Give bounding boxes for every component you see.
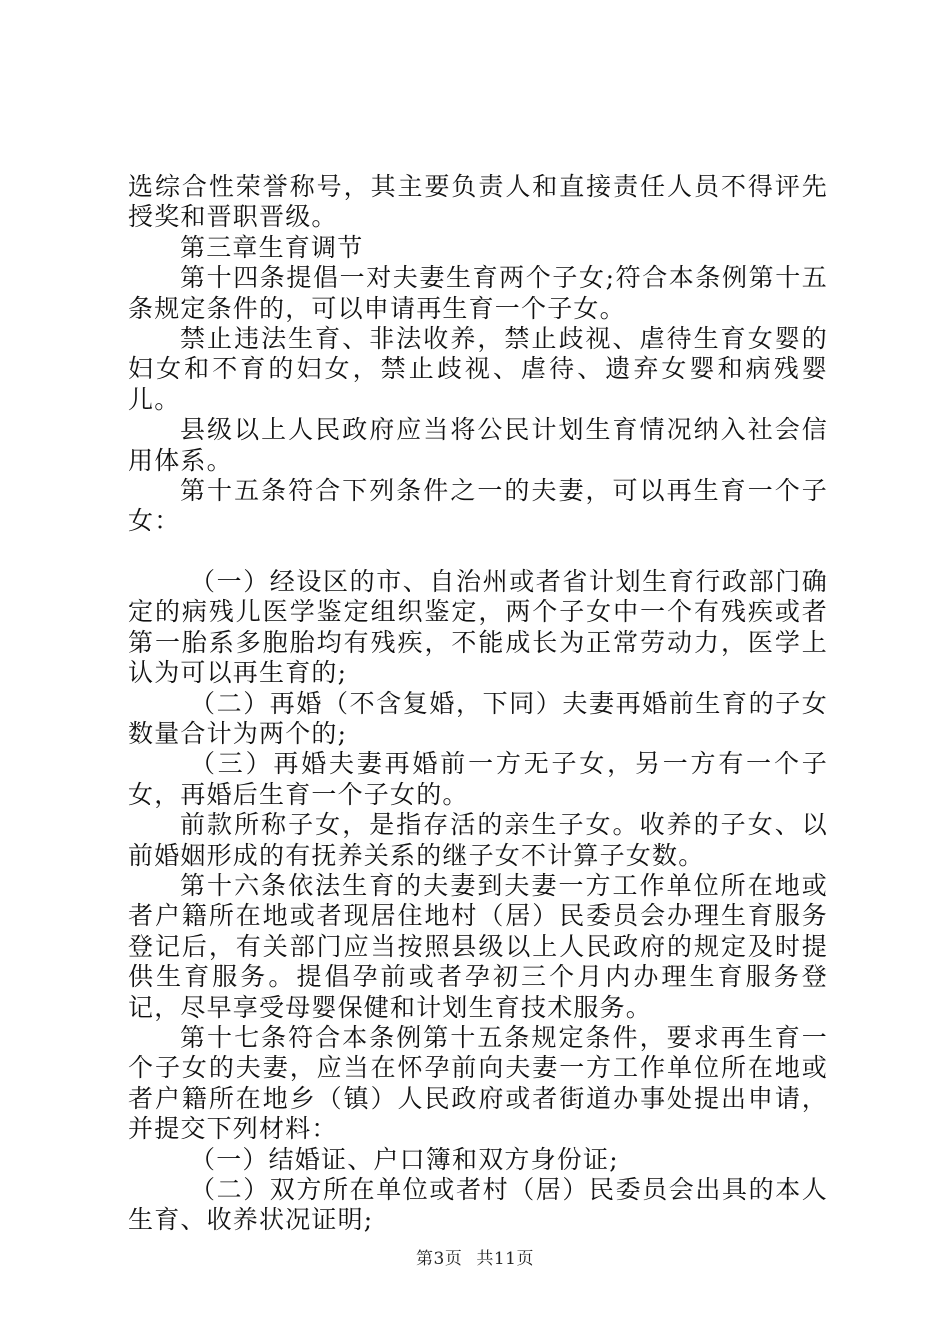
article-14: 第十四条提倡一对夫妻生育两个子女;符合本条例第十五条规定条件的，可以申请再生育一个子女。 xyxy=(128,263,828,323)
paragraph-prohibitions: 禁止违法生育、非法收养，禁止歧视、虐待生育女婴的妇女和不育的妇女，禁止歧视、虐待、遗弃女婴和病残婴儿。 xyxy=(128,324,828,414)
page-number: 第3页 xyxy=(416,1249,463,1269)
paragraph-credit-system: 县级以上人民政府应当将公民计划生育情况纳入社会信用体系。 xyxy=(128,415,828,475)
article-17: 第十七条符合本条例第十五条规定条件，要求再生育一个子女的夫妻，应当在怀孕前向夫妻一方工作单位所在地或者户籍所在地乡（镇）人民政府或者街道办事处提出申请，并提交下列材料： xyxy=(128,1022,828,1144)
paragraph-children-definition: 前款所称子女，是指存活的亲生子女。收养的子女、以前婚姻形成的有抚养关系的继子女不计算子女数。 xyxy=(128,810,828,870)
article-15-item-2: （二）再婚（不含复婚，下同）夫妻再婚前生育的子女数量合计为两个的; xyxy=(128,688,828,748)
article-15-item-3: （三）再婚夫妻再婚前一方无子女，另一方有一个子女，再婚后生育一个子女的。 xyxy=(128,749,828,809)
article-17-item-1: （一）结婚证、户口簿和双方身份证; xyxy=(190,1144,619,1174)
page-footer xyxy=(0,1244,950,1269)
article-15: 第十五条符合下列条件之一的夫妻，可以再生育一个子女： xyxy=(128,476,828,536)
chapter-heading: 第三章生育调节 xyxy=(180,232,364,262)
article-17-item-2: （二）双方所在单位或者村（居）民委员会出具的本人生育、收养状况证明; xyxy=(128,1175,828,1235)
article-15-item-1: （一）经设区的市、自治州或者省计划生育行政部门确定的病残儿医学鉴定组织鉴定，两个子女中一个有残疾或者第一胎系多胞胎均有残疾，不能成长为正常劳动力，医学上认为可以再生育的; xyxy=(128,566,828,688)
article-16: 第十六条依法生育的夫妻到夫妻一方工作单位所在地或者户籍所在地或者现居住地村（居）民委员会办理生育服务登记后，有关部门应当按照县级以上人民政府的规定及时提供生育服务。提倡孕前或者孕初三个月内办理生育服务登记，尽早享受母婴保健和计划生育技术服务。 xyxy=(128,870,828,1022)
document-body xyxy=(128,172,828,1236)
page-total: 共11页 xyxy=(476,1249,534,1269)
paragraph-award-restriction: 选综合性荣誉称号，其主要负责人和直接责任人员不得评先授奖和晋职晋级。 xyxy=(128,172,828,232)
